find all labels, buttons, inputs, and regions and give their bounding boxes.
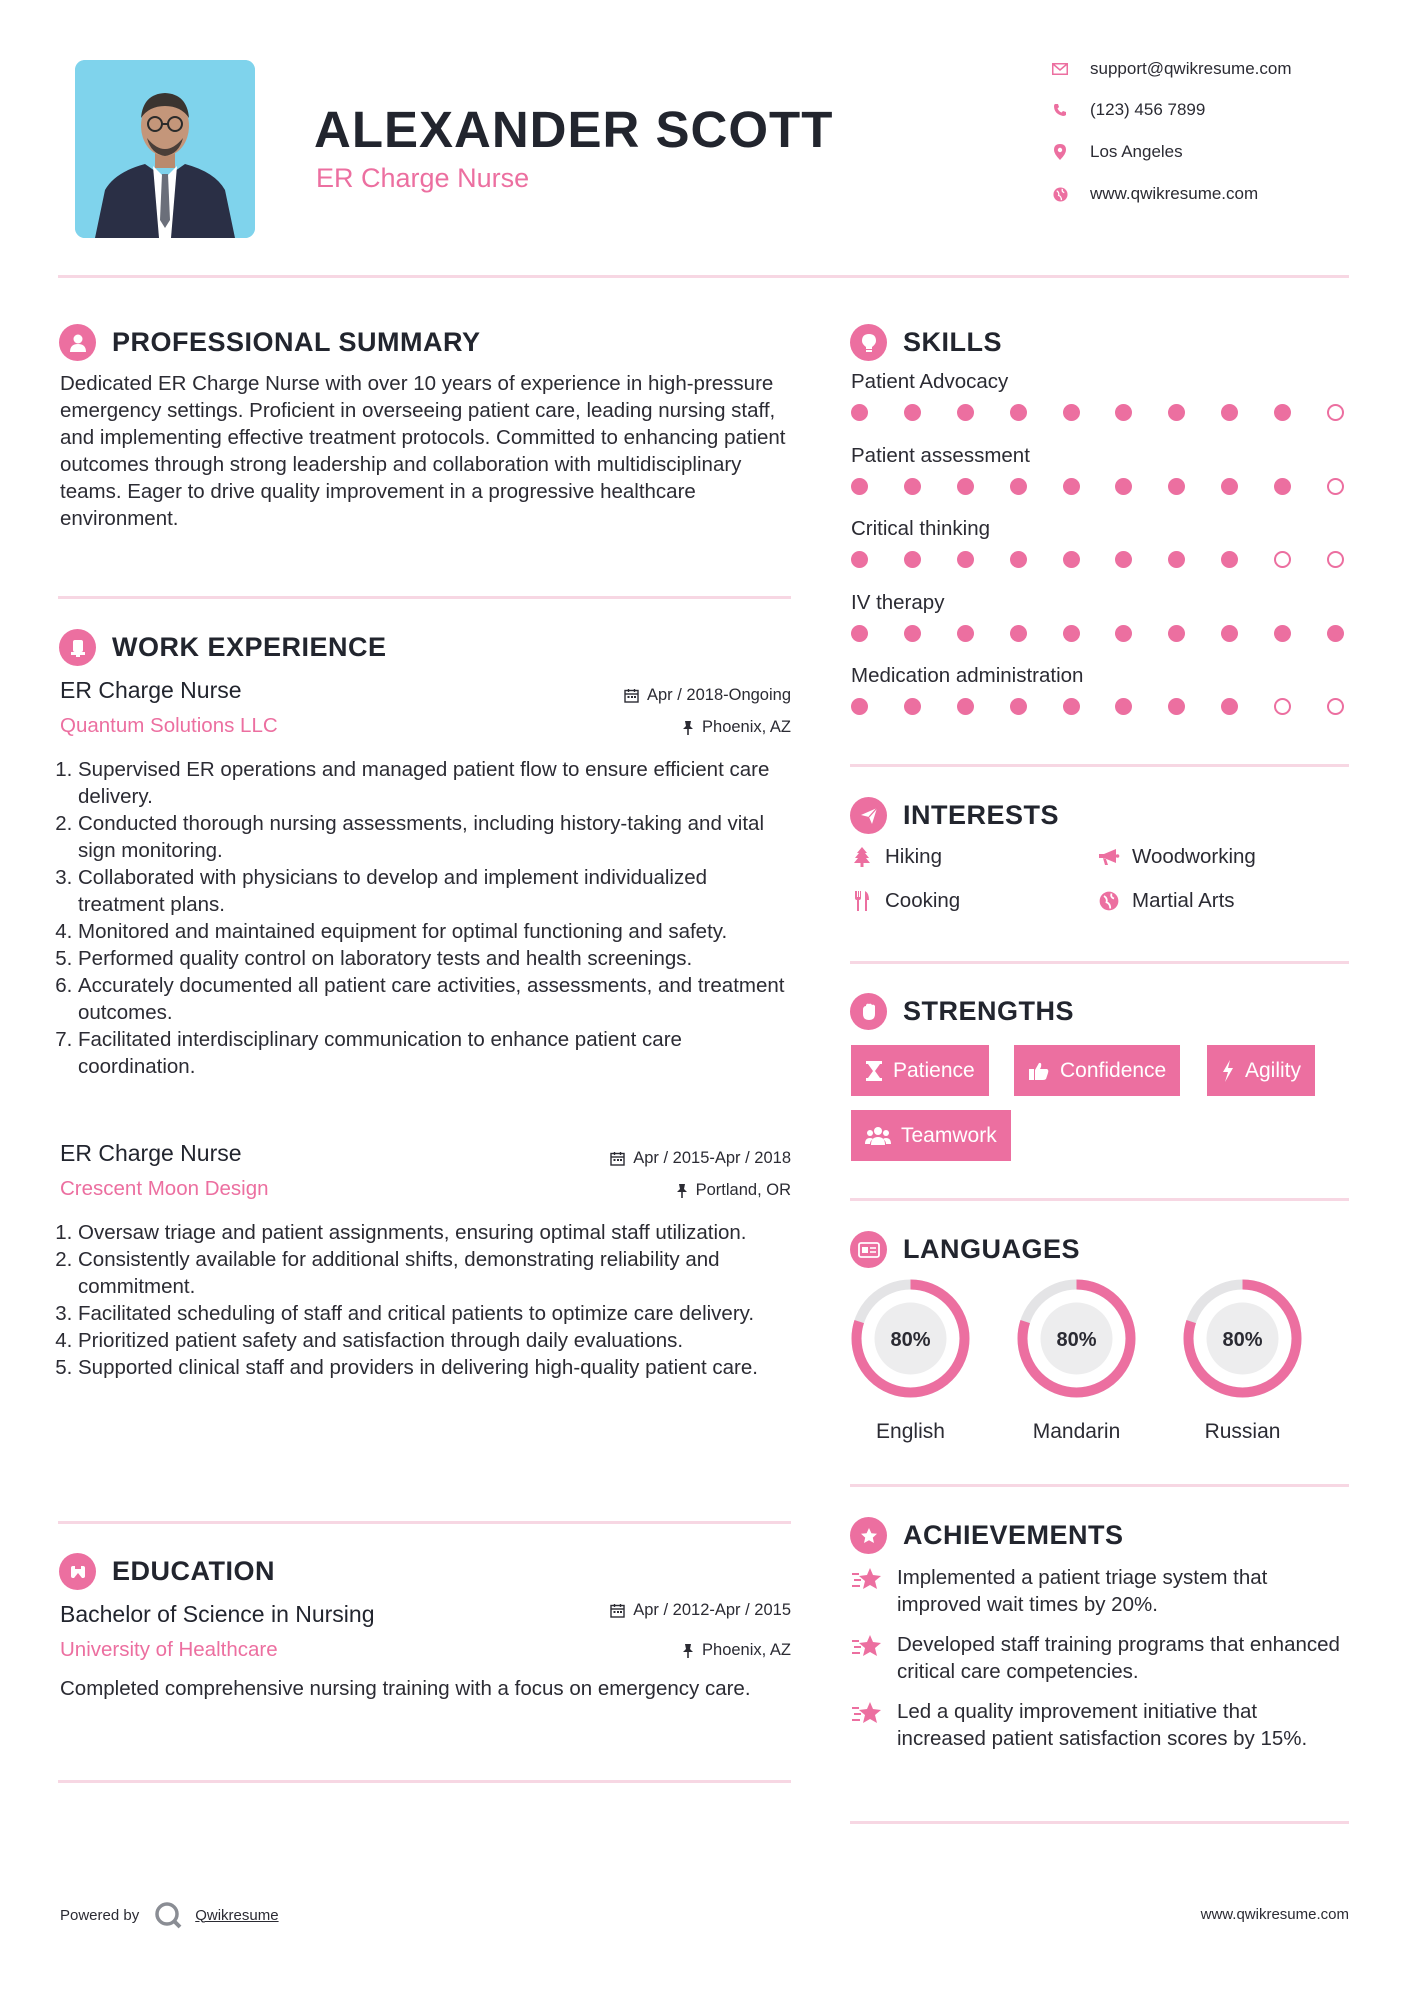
powered-by-label: Powered by	[60, 1906, 140, 1924]
skill-dot-filled	[904, 625, 921, 642]
calendar-icon	[610, 1151, 625, 1166]
language-item	[848, 1276, 973, 1444]
list-item: 4. Prioritized patient safety and satisfaction through daily evaluations.	[78, 1327, 795, 1354]
candidate-name: ALEXANDER SCOTT	[314, 101, 834, 158]
briefcase-icon	[59, 629, 96, 666]
graduation-icon	[59, 1553, 96, 1590]
skill-dot-filled	[1115, 404, 1132, 421]
calendar-icon	[624, 688, 639, 703]
qwikresume-logo-icon	[153, 1900, 183, 1930]
language-name: Russian	[1204, 1420, 1281, 1443]
education-heading: EDUCATION	[59, 1553, 275, 1590]
skill-item	[851, 370, 1351, 444]
skill-name: Critical thinking	[851, 517, 990, 540]
contact-phone[interactable]	[1050, 98, 1350, 122]
interests-divider	[850, 961, 1349, 964]
list-item: 1. Supervised ER operations and managed patient flow to ensure efficient care delivery.	[78, 756, 795, 810]
interests-heading: INTERESTS	[850, 797, 1059, 834]
users-icon	[865, 1126, 891, 1146]
job-1-duties	[60, 756, 795, 1080]
skills-divider	[850, 764, 1349, 767]
contact-website[interactable]	[1050, 182, 1350, 206]
job-1-location: Phoenix, AZ	[500, 718, 791, 737]
skill-dot-empty	[1327, 404, 1344, 421]
achievement-item: Implemented a patient triage system that improved wait times by 20%.	[851, 1564, 1351, 1618]
list-item: 3. Collaborated with physicians to develop and implement individualized treatment plans.	[78, 864, 795, 918]
skill-rating	[851, 698, 1344, 715]
skill-dot-filled	[1274, 404, 1291, 421]
job-2-dates: Apr / 2015-Apr / 2018	[500, 1149, 791, 1168]
skill-dot-filled	[1063, 698, 1080, 715]
paper-plane-icon	[850, 797, 887, 834]
location-pin-icon	[1050, 142, 1070, 162]
interest-item: Cooking	[851, 889, 960, 913]
achievements-divider	[850, 1821, 1349, 1824]
header-divider	[58, 275, 1349, 278]
contact-location-text: Los Angeles	[1090, 142, 1183, 161]
skill-dot-empty	[1327, 551, 1344, 568]
skill-dot-filled	[904, 551, 921, 568]
list-item: 2. Consistently available for additional shifts, demonstrating reliability and commitment.	[78, 1246, 795, 1300]
envelope-icon	[1050, 59, 1070, 79]
job-2-duties	[60, 1219, 795, 1381]
language-item	[1014, 1276, 1139, 1444]
skill-dot-filled	[851, 625, 868, 642]
skill-dot-filled	[957, 551, 974, 568]
lightning-icon	[1221, 1060, 1235, 1082]
skill-dot-filled	[957, 625, 974, 642]
language-ring	[848, 1276, 973, 1401]
skill-name: Patient Advocacy	[851, 370, 1009, 393]
thumbs-up-icon	[1028, 1061, 1050, 1081]
skill-dot-filled	[957, 478, 974, 495]
list-item: 1. Oversaw triage and patient assignments, ensuring optimal staff utilization.	[78, 1219, 795, 1246]
skill-dot-filled	[1010, 698, 1027, 715]
education-school: University of Healthcare	[60, 1638, 278, 1661]
skill-dot-empty	[1274, 551, 1291, 568]
star-icon	[851, 1698, 885, 1731]
languages-divider	[850, 1484, 1349, 1487]
skill-name: Patient assessment	[851, 443, 1030, 467]
footer-powered-by	[60, 1900, 279, 1930]
skill-dot-filled	[1221, 698, 1238, 715]
skill-name: Medication administration	[851, 664, 1084, 687]
skill-dot-filled	[1115, 478, 1132, 495]
job-1-dates: Apr / 2018-Ongoing	[500, 686, 791, 705]
candidate-title: ER Charge Nurse	[316, 163, 530, 193]
interest-item: Hiking	[851, 845, 942, 869]
education-description: Completed comprehensive nursing training with a focus on emergency care.	[60, 1677, 751, 1700]
skill-dot-filled	[1221, 478, 1238, 495]
skill-dot-empty	[1327, 698, 1344, 715]
skill-dot-filled	[1168, 551, 1185, 568]
skill-dot-filled	[1221, 625, 1238, 642]
experience-heading: WORK EXPERIENCE	[59, 629, 387, 666]
education-degree: Bachelor of Science in Nursing	[60, 1601, 375, 1627]
skill-dot-filled	[851, 478, 868, 495]
star-badge-icon	[850, 1517, 887, 1554]
skill-dot-filled	[1168, 478, 1185, 495]
skill-dot-filled	[957, 698, 974, 715]
skills-list	[851, 370, 1351, 738]
strength-tag: Agility	[1207, 1045, 1315, 1096]
list-item: 5. Performed quality control on laboratory tests and health screenings.	[78, 945, 795, 972]
lightbulb-icon	[850, 324, 887, 361]
skill-item	[851, 444, 1351, 518]
utensils-icon	[851, 890, 873, 912]
hourglass-icon	[865, 1060, 883, 1082]
achievements-heading: ACHIEVEMENTS	[850, 1517, 1124, 1554]
skills-heading: SKILLS	[850, 324, 1002, 361]
skill-dot-filled	[957, 404, 974, 421]
job-2-company: Crescent Moon Design	[60, 1177, 269, 1200]
skill-item	[851, 664, 1351, 738]
user-icon	[59, 324, 96, 361]
list-item: 2. Conducted thorough nursing assessments, including history-taking and vital sign monitoring.	[78, 810, 795, 864]
profile-photo	[75, 60, 255, 238]
skill-dot-filled	[1274, 625, 1291, 642]
pushpin-icon	[682, 1643, 694, 1659]
language-item	[1180, 1276, 1305, 1444]
list-item: 5. Supported clinical staff and providers in delivering high-quality patient care.	[78, 1354, 795, 1381]
language-name: English	[876, 1420, 945, 1443]
education-location: Phoenix, AZ	[500, 1641, 791, 1660]
job-2-title: ER Charge Nurse	[60, 1140, 242, 1166]
skill-dot-filled	[1063, 478, 1080, 495]
skill-dot-filled	[1010, 478, 1027, 495]
skill-name: IV therapy	[851, 590, 945, 614]
skill-dot-filled	[1168, 625, 1185, 642]
language-name: Mandarin	[1032, 1420, 1121, 1443]
phone-icon	[1050, 100, 1070, 120]
interest-item: Woodworking	[1098, 845, 1256, 869]
ring-percent: 80%	[1056, 1329, 1097, 1351]
contact-phone-text: (123) 456 7899	[1090, 100, 1206, 119]
skill-dot-filled	[1221, 551, 1238, 568]
interest-item: Martial Arts	[1098, 889, 1235, 913]
skill-dot-filled	[851, 551, 868, 568]
skill-dot-filled	[1010, 404, 1027, 421]
language-ring	[1014, 1276, 1139, 1401]
skill-dot-filled	[1115, 551, 1132, 568]
list-item: 6. Accurately documented all patient care activities, assessments, and treatment outcomes.	[78, 972, 795, 1026]
strength-tag: Confidence	[1014, 1045, 1180, 1096]
megaphone-icon	[1098, 848, 1120, 866]
id-card-icon	[850, 1231, 887, 1268]
contact-location	[1050, 140, 1350, 164]
achievement-item: Developed staff training programs that enhanced critical care competencies.	[851, 1631, 1351, 1685]
language-ring	[1180, 1276, 1305, 1401]
star-icon	[851, 1631, 885, 1664]
skill-dot-filled	[1063, 551, 1080, 568]
education-dates: Apr / 2012-Apr / 2015	[500, 1601, 791, 1620]
skill-dot-filled	[851, 404, 868, 421]
skill-dot-filled	[1327, 625, 1344, 642]
skill-dot-empty	[1274, 698, 1291, 715]
contact-email-text: support@qwikresume.com	[1090, 59, 1292, 78]
skill-dot-filled	[904, 404, 921, 421]
skill-dot-empty	[1327, 478, 1344, 495]
skill-rating	[851, 625, 1344, 642]
skill-dot-filled	[1168, 404, 1185, 421]
qwikresume-link[interactable]: Qwikresume	[195, 1906, 279, 1924]
skill-dot-filled	[904, 698, 921, 715]
list-item: 3. Facilitated scheduling of staff and critical patients to optimize care delivery.	[78, 1300, 795, 1327]
education-divider	[58, 1780, 791, 1783]
globe-icon	[1098, 891, 1120, 911]
job-1-company: Quantum Solutions LLC	[60, 714, 278, 737]
ring-percent: 80%	[1222, 1329, 1263, 1351]
ring-percent: 80%	[890, 1329, 931, 1351]
summary-divider	[58, 596, 791, 599]
job-1-title: ER Charge Nurse	[60, 677, 242, 703]
skill-dot-filled	[1221, 404, 1238, 421]
achievement-item: Led a quality improvement initiative that increased patient satisfaction scores by 15%.	[851, 1698, 1351, 1752]
skill-item	[851, 517, 1351, 591]
strength-tag: Teamwork	[851, 1110, 1011, 1161]
star-icon	[851, 1564, 885, 1597]
skill-dot-filled	[1168, 698, 1185, 715]
skill-item	[851, 591, 1351, 665]
calendar-icon	[610, 1603, 625, 1618]
fist-icon	[850, 993, 887, 1030]
summary-text: Dedicated ER Charge Nurse with over 10 years of experience in high-pressure emergency settings. Proficient in overseeing patient care, leading nursing staff, and implementing effective treatment protocols. Committed to enhancing patient outcomes through strong leadership and collaboration with multidisciplinary teams. Eager to drive quality improvement in a progressive healthcare environment.	[60, 372, 786, 530]
skill-dot-filled	[904, 478, 921, 495]
skill-rating	[851, 404, 1344, 421]
list-item: 7. Facilitated interdisciplinary communication to enhance patient care coordination.	[78, 1026, 795, 1080]
footer-url[interactable]: www.qwikresume.com	[1200, 1906, 1349, 1923]
pushpin-icon	[676, 1183, 688, 1199]
tree-icon	[851, 847, 873, 867]
skill-dot-filled	[1274, 478, 1291, 495]
skill-dot-filled	[1010, 551, 1027, 568]
skill-dot-filled	[1063, 404, 1080, 421]
summary-heading: PROFESSIONAL SUMMARY	[59, 324, 481, 361]
skill-dot-filled	[1115, 698, 1132, 715]
skill-dot-filled	[1115, 625, 1132, 642]
strengths-heading: STRENGTHS	[850, 993, 1074, 1030]
languages-heading: LANGUAGES	[850, 1231, 1080, 1268]
pushpin-icon	[682, 720, 694, 736]
globe-icon	[1050, 184, 1070, 204]
strengths-divider	[850, 1198, 1349, 1201]
skill-rating	[851, 478, 1344, 495]
list-item: 4. Monitored and maintained equipment for optimal functioning and safety.	[78, 918, 795, 945]
job-2-location: Portland, OR	[500, 1181, 791, 1200]
experience-divider	[58, 1521, 791, 1524]
contact-website-text: www.qwikresume.com	[1090, 184, 1259, 203]
skill-dot-filled	[1063, 625, 1080, 642]
skill-dot-filled	[1010, 625, 1027, 642]
contact-email[interactable]	[1050, 57, 1350, 81]
skill-dot-filled	[851, 698, 868, 715]
strength-tag: Patience	[851, 1045, 989, 1096]
skill-rating	[851, 551, 1344, 568]
